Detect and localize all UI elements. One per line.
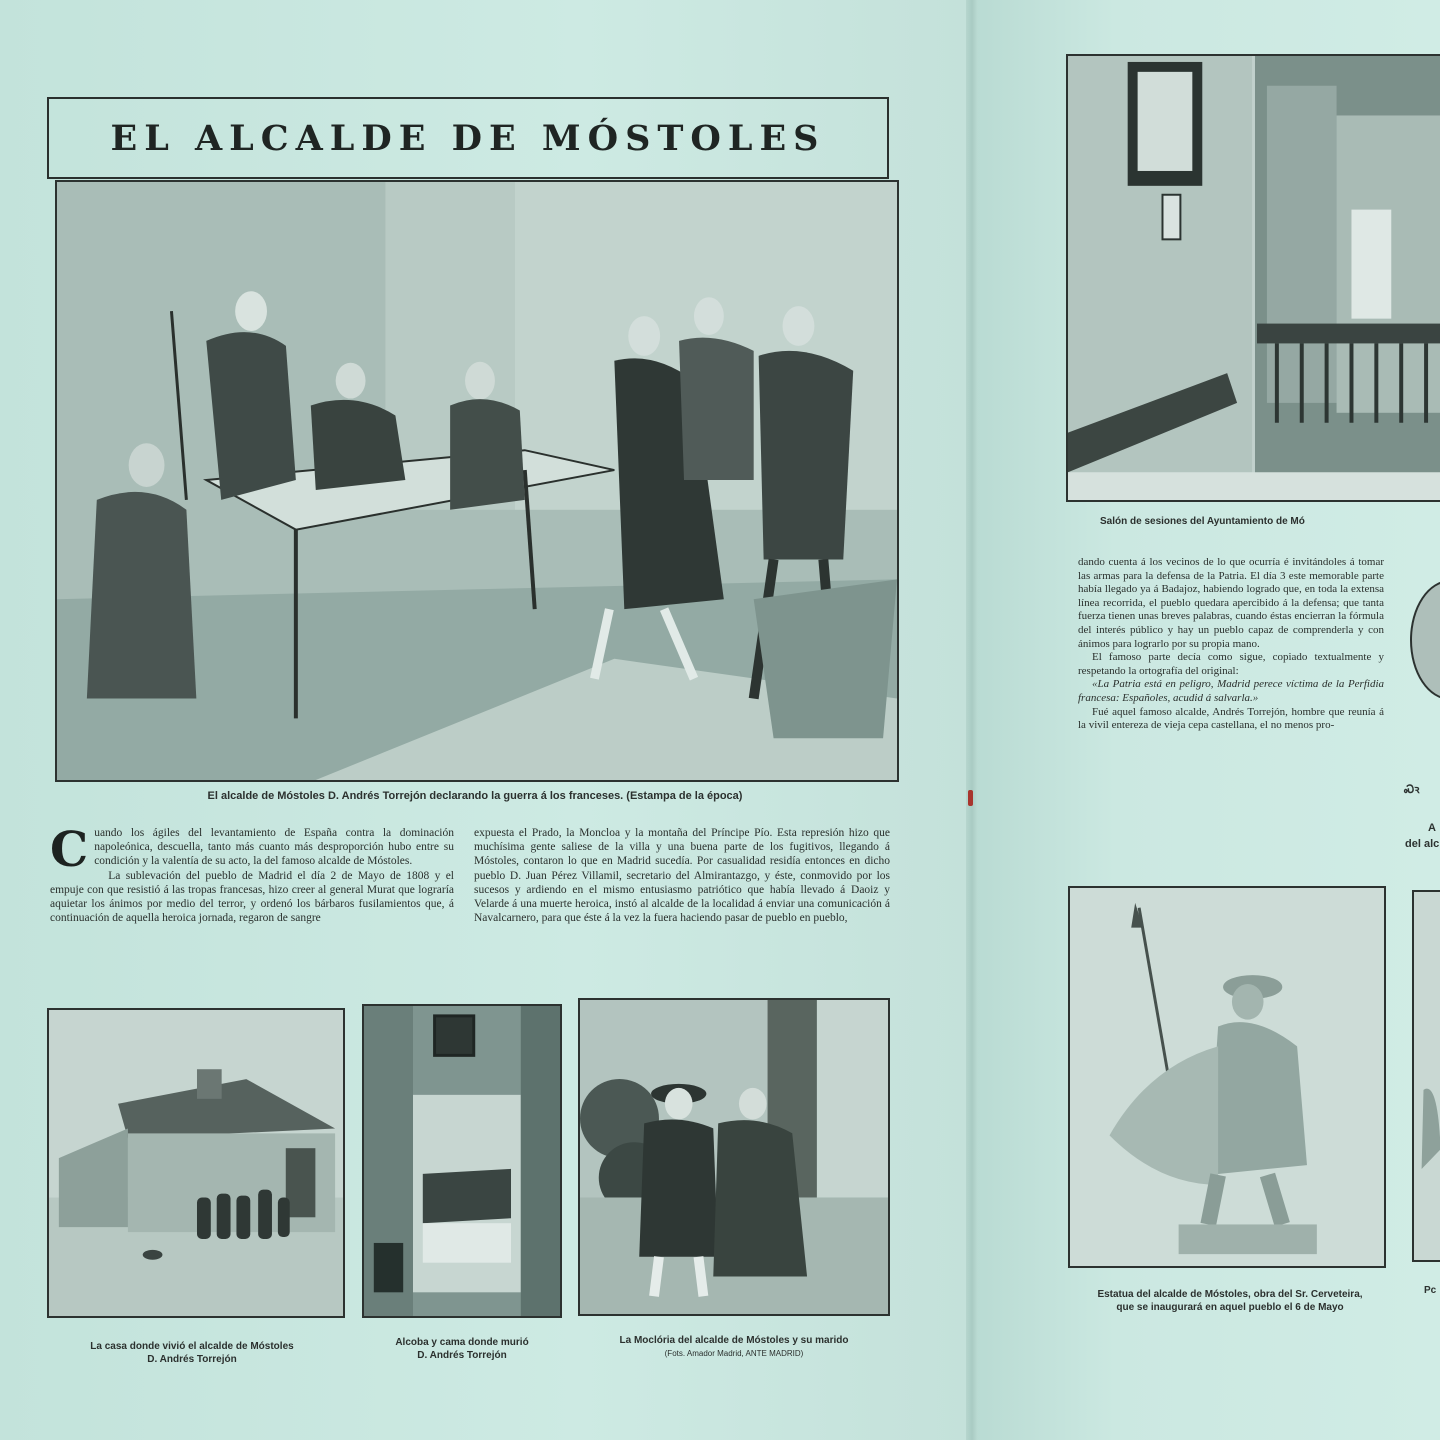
signature-fragment: Ꮝꝛ <box>1404 784 1420 796</box>
couple-photo <box>578 998 890 1316</box>
right-body-column <box>1078 556 1384 733</box>
house-caption-line1: La casa donde vivió el alcalde de Móstoles <box>90 1341 294 1352</box>
right-paragraph-1: dando cuenta á los vecinos de lo que ocurría é invitándoles á tomar las armas para la defensa de la Patria. El día 3 este memorable parte había llegado ya á Badajoz, habiendo logrado que, en toda la extensa línea recorrida, el pueblo quedara apercibido á la defensa; que tanta fuerza tienen unas breves palabras, cuando éstas encierran la fórmula del interés público y hay un pueblo capaz de comprenderla y con ánimos para lograrlo por su propia mano. <box>1078 556 1384 650</box>
statue-caption <box>1060 1288 1400 1314</box>
book-gutter <box>966 0 978 1440</box>
drop-cap: C <box>50 822 89 878</box>
couple-caption-credit: (Fots. Amador Madrid, ANTE MADRID) <box>664 1349 804 1358</box>
spine-thread-mark <box>968 790 973 806</box>
right-paragraph-3: Fué aquel famoso alcalde, Andrés Torrejón, hombre que reunía á la vivil entereza de vieja cepa castellana, el no menos pro- <box>1078 705 1384 732</box>
bedroom-caption <box>362 1336 562 1362</box>
statue-photo <box>1068 886 1386 1268</box>
edge-fragment-pc: Pc <box>1424 1285 1437 1296</box>
bedroom-caption-line2: D. Andrés Torrejón <box>417 1350 507 1361</box>
paragraph-3: expuesta el Prado, la Moncloa y la montaña del Príncipe Pío. Esta represión hizo que muchísima gente saliese de la villa y una buena parte de los fugitivos, llegando á Móstoles, contaron lo que en Madrid sucedía. Por casualidad residía entonces en dicho pueblo D. Juan Pérez Villamil, secretario del Almirantazgo, y éste, conmovido por los sucesos y ardiendo en el mismo entusiasmo patriótico que había llevado á Daoiz y Velarde á una muerte heroica, instó al alcalde de la localidad á enviar una comunicación á Navalcarnero, para que éste á la vez la fuera haciendo pasar de pueblo en pueblo, <box>474 827 890 925</box>
bedroom-photo <box>362 1004 562 1318</box>
body-column-2 <box>474 826 890 925</box>
couple-caption <box>578 1334 890 1360</box>
house-photo <box>47 1008 345 1318</box>
council-hall-caption: Salón de sesiones del Ayuntamiento de Mó <box>1100 516 1305 527</box>
edge-fragment-alc: del alc <box>1405 838 1440 850</box>
right-paragraph-2: El famoso parte decía como sigue, copiado textualmente y respetando la ortografía del original: <box>1078 651 1384 677</box>
right-paragraph-quote: «La Patria está en peligro, Madrid perece víctima de la Perfidia francesa: Españoles, acudid á salvarla.» <box>1078 678 1384 704</box>
article-title: EL ALCALDE DE MÓSTOLES <box>110 117 826 159</box>
couple-caption-line1: La Moclória del alcalde de Móstoles y su marido <box>619 1335 849 1346</box>
paragraph-1: uando los ágiles del levantamiento de España contra la dominación napoleónica, descuella, tanto más cuanto más desproporción hubo entre su condición y la valentía de su acto, la del famoso alcalde de Móstoles. <box>94 827 454 868</box>
house-caption <box>52 1340 332 1366</box>
main-engraving-image <box>55 180 899 782</box>
paragraph-1-wrap <box>50 822 454 878</box>
paragraph-2: La sublevación del pueblo de Madrid el día 2 de Mayo de 1808 y el empuje con que resistió á las tropas francesas, hizo creer al general Murat que lograría aquietar los ánimos por medio del terror, y ordenó los bárbaros fusilamientos que, á continuación de aquella heroica jornada, regaron de sangre <box>50 869 454 925</box>
main-image-caption: El alcalde de Móstoles D. Andrés Torrejón declarando la guerra á los franceses. (Estampa de la época) <box>207 790 743 802</box>
edge-fragment-a: A <box>1428 822 1436 834</box>
house-caption-line2: D. Andrés Torrejón <box>147 1354 237 1365</box>
article-title-box <box>47 97 889 179</box>
statue-caption-line2: que se inaugurará en aquel pueblo el 6 de Mayo <box>1116 1302 1344 1313</box>
body-column-1 <box>50 822 454 925</box>
council-hall-photo <box>1066 54 1440 502</box>
second-statue-photo-partial <box>1412 890 1440 1262</box>
statue-caption-line1: Estatua del alcalde de Móstoles, obra del Sr. Cerveteira, <box>1097 1289 1363 1300</box>
bedroom-caption-line1: Alcoba y cama donde murió <box>395 1337 529 1348</box>
